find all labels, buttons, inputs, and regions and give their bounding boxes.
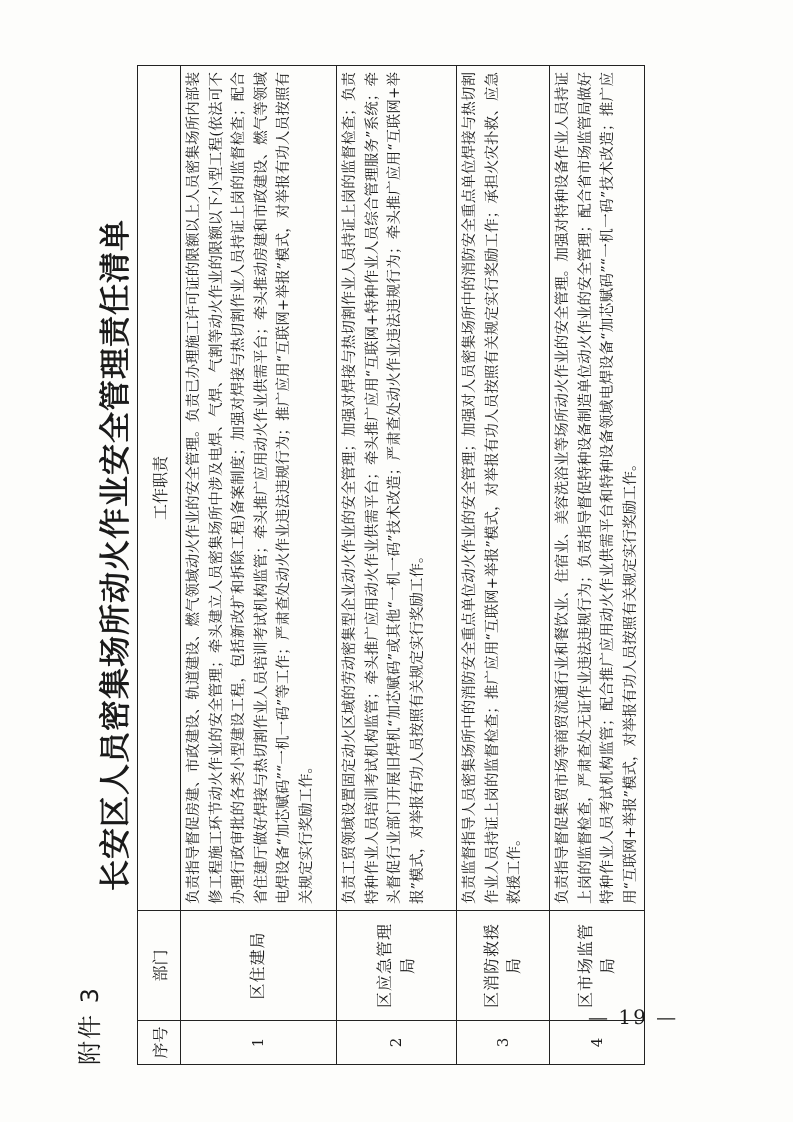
header-no: 序号	[138, 1021, 181, 1065]
row-no: 3	[457, 1021, 550, 1065]
page-number: — 19 —	[588, 1005, 679, 1029]
page-title: 长安区人员密集场所动火作业安全管理责任清单	[98, 219, 134, 891]
duty-text: 负责监督指导人员密集场所中的消防安全重点单位动火作业的安全管理；加强对人员密集场所中的消防安全重点单位焊接与热切割作业人员持证上岗的监督检查；推广应用“互联网+举报”模式，对举报有功人员按照有关规定实行奖励工作；承担火灾扑救、应急救援工作。	[462, 72, 523, 904]
table-header-row	[138, 66, 181, 1065]
row-dept: 区消防救援局	[457, 911, 550, 1021]
row-dept: 区应急管理局	[337, 911, 457, 1021]
duty-text: 负责指导督促集贸市场等商贸流通行业和餐饮业、住宿业、美容洗浴业等场所动火作业的安全管理。加强对特种设备作业人员持证上岗的监督检查，严肃查处无证作业违法违规行为；负责指导督促特种设备制造单位动火作业的安全管理；配合省市场监管局做好特种作业人员考试机构监管；配合推广应用动火作业供需平台和特种设备领域电焊设备“加芯赋码”“一机一码”技术改造；推广应用“互联网+举报”模式，对举报有功人员按照有关规定实行奖励工作。	[555, 72, 639, 904]
table-row	[337, 66, 457, 1065]
responsibility-table	[137, 65, 645, 1065]
duty-text: 负责指导督促房建、市政建设、轨道建设、燃气领域动火作业的安全管理。负责已办理施工许可证的限额以上人员密集场所内部装修工程施工环节动火作业的安全管理；牵头建立人员密集场所中涉及电焊、气焊、气割等动火作业的限额以下小型工程(依法可不办理行政审批的各类小型建设工程，包括新改扩和拆除工程)备案制度；加强对焊接与热切割作业人员持证上岗的监督检查；配合省住建厅做好焊接与热切割作业人员培训考试机构监管；牵头推广应用动火作业供需平台；牵头推动房建和市政建设、燃气等领域电焊设备“加芯赋码”“一机一码”等工作；严肃查处动火作业违法违规行为；推广应用“互联网+举报”模式，对举报有功人员按照有关规定实行奖励工作。	[186, 72, 315, 904]
table-row	[181, 66, 337, 1065]
row-dept: 区住建局	[181, 911, 337, 1021]
table-row	[457, 66, 550, 1065]
header-dept: 部门	[138, 911, 181, 1021]
row-no: 4	[550, 1021, 645, 1065]
row-dept: 区市场监管局	[550, 911, 645, 1021]
row-duty	[181, 66, 337, 911]
duty-text: 负责工贸领域设置固定动火区域的劳动密集型企业动火作业的安全管理；加强对焊接与热切割作业人员持证上岗的监督检查；负责特种作业人员培训考试机构监管；牵头推广应用动火作业供需平台；牵头推广应用“互联网+特种作业人员综合管理服务”系统；牵头督促行业部门开展旧焊机“加芯赋码”或其他“一机一码”技术改造；严肃查处动火作业违法违规行为；牵头推广应用“互联网+举报”模式，对举报有功人员按照有关规定实行奖励工作。	[342, 72, 426, 904]
table-row	[550, 66, 645, 1065]
row-no: 2	[337, 1021, 457, 1065]
row-duty	[457, 66, 550, 911]
rotated-page-content	[70, 65, 720, 1065]
row-no: 1	[181, 1021, 337, 1065]
row-duty	[337, 66, 457, 911]
attachment-label: 附件 3	[76, 986, 104, 1065]
row-duty	[550, 66, 645, 911]
header-duty: 工作职责	[138, 66, 181, 911]
